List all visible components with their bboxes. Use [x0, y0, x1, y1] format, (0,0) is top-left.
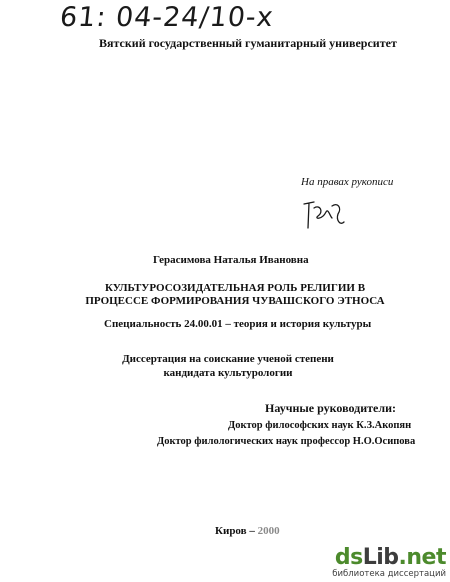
- dissertation-title: [80, 282, 390, 308]
- supervisors-heading: Научные руководители:: [265, 401, 396, 415]
- city: Киров –: [215, 525, 258, 537]
- logo-ds: ds: [334, 545, 363, 570]
- specialty: Специальность 24.00.01 – теория и история культуры: [104, 318, 372, 330]
- city-year: [215, 525, 280, 537]
- year: 2000: [257, 525, 280, 537]
- title-line: ПРОЦЕССЕ ФОРМИРОВАНИЯ ЧУВАШСКОГО ЭТНОСА: [85, 295, 385, 307]
- title-line: КУЛЬТУРОСОЗИДАТЕЛЬНАЯ РОЛЬ РЕЛИГИИ В: [104, 282, 366, 294]
- dslib-logo: [335, 545, 446, 570]
- degree-line: кандидата культурологии: [163, 367, 293, 379]
- author-name: Герасимова Наталья Ивановна: [153, 254, 309, 266]
- university-name: Вятский государственный гуманитарный университет: [99, 36, 397, 50]
- dslib-watermark: [332, 544, 448, 582]
- degree-line: Диссертация на соискание ученой степени: [122, 353, 334, 365]
- supervisor-entry: Доктор философских наук К.З.Акопян: [228, 420, 412, 431]
- logo-lib: Lib: [362, 545, 399, 570]
- handwritten-signature: [300, 198, 346, 232]
- degree-statement: [118, 352, 338, 380]
- supervisor-entry: Доктор филологических наук профессор Н.О.Осипова: [157, 436, 416, 447]
- logo-net: .net: [398, 545, 446, 570]
- handwritten-catalog-code: 61: 04-24/10-x: [58, 2, 276, 33]
- rights-note: На правах рукописи: [301, 176, 394, 188]
- watermark-subtitle: библиотека диссертаций: [332, 569, 446, 579]
